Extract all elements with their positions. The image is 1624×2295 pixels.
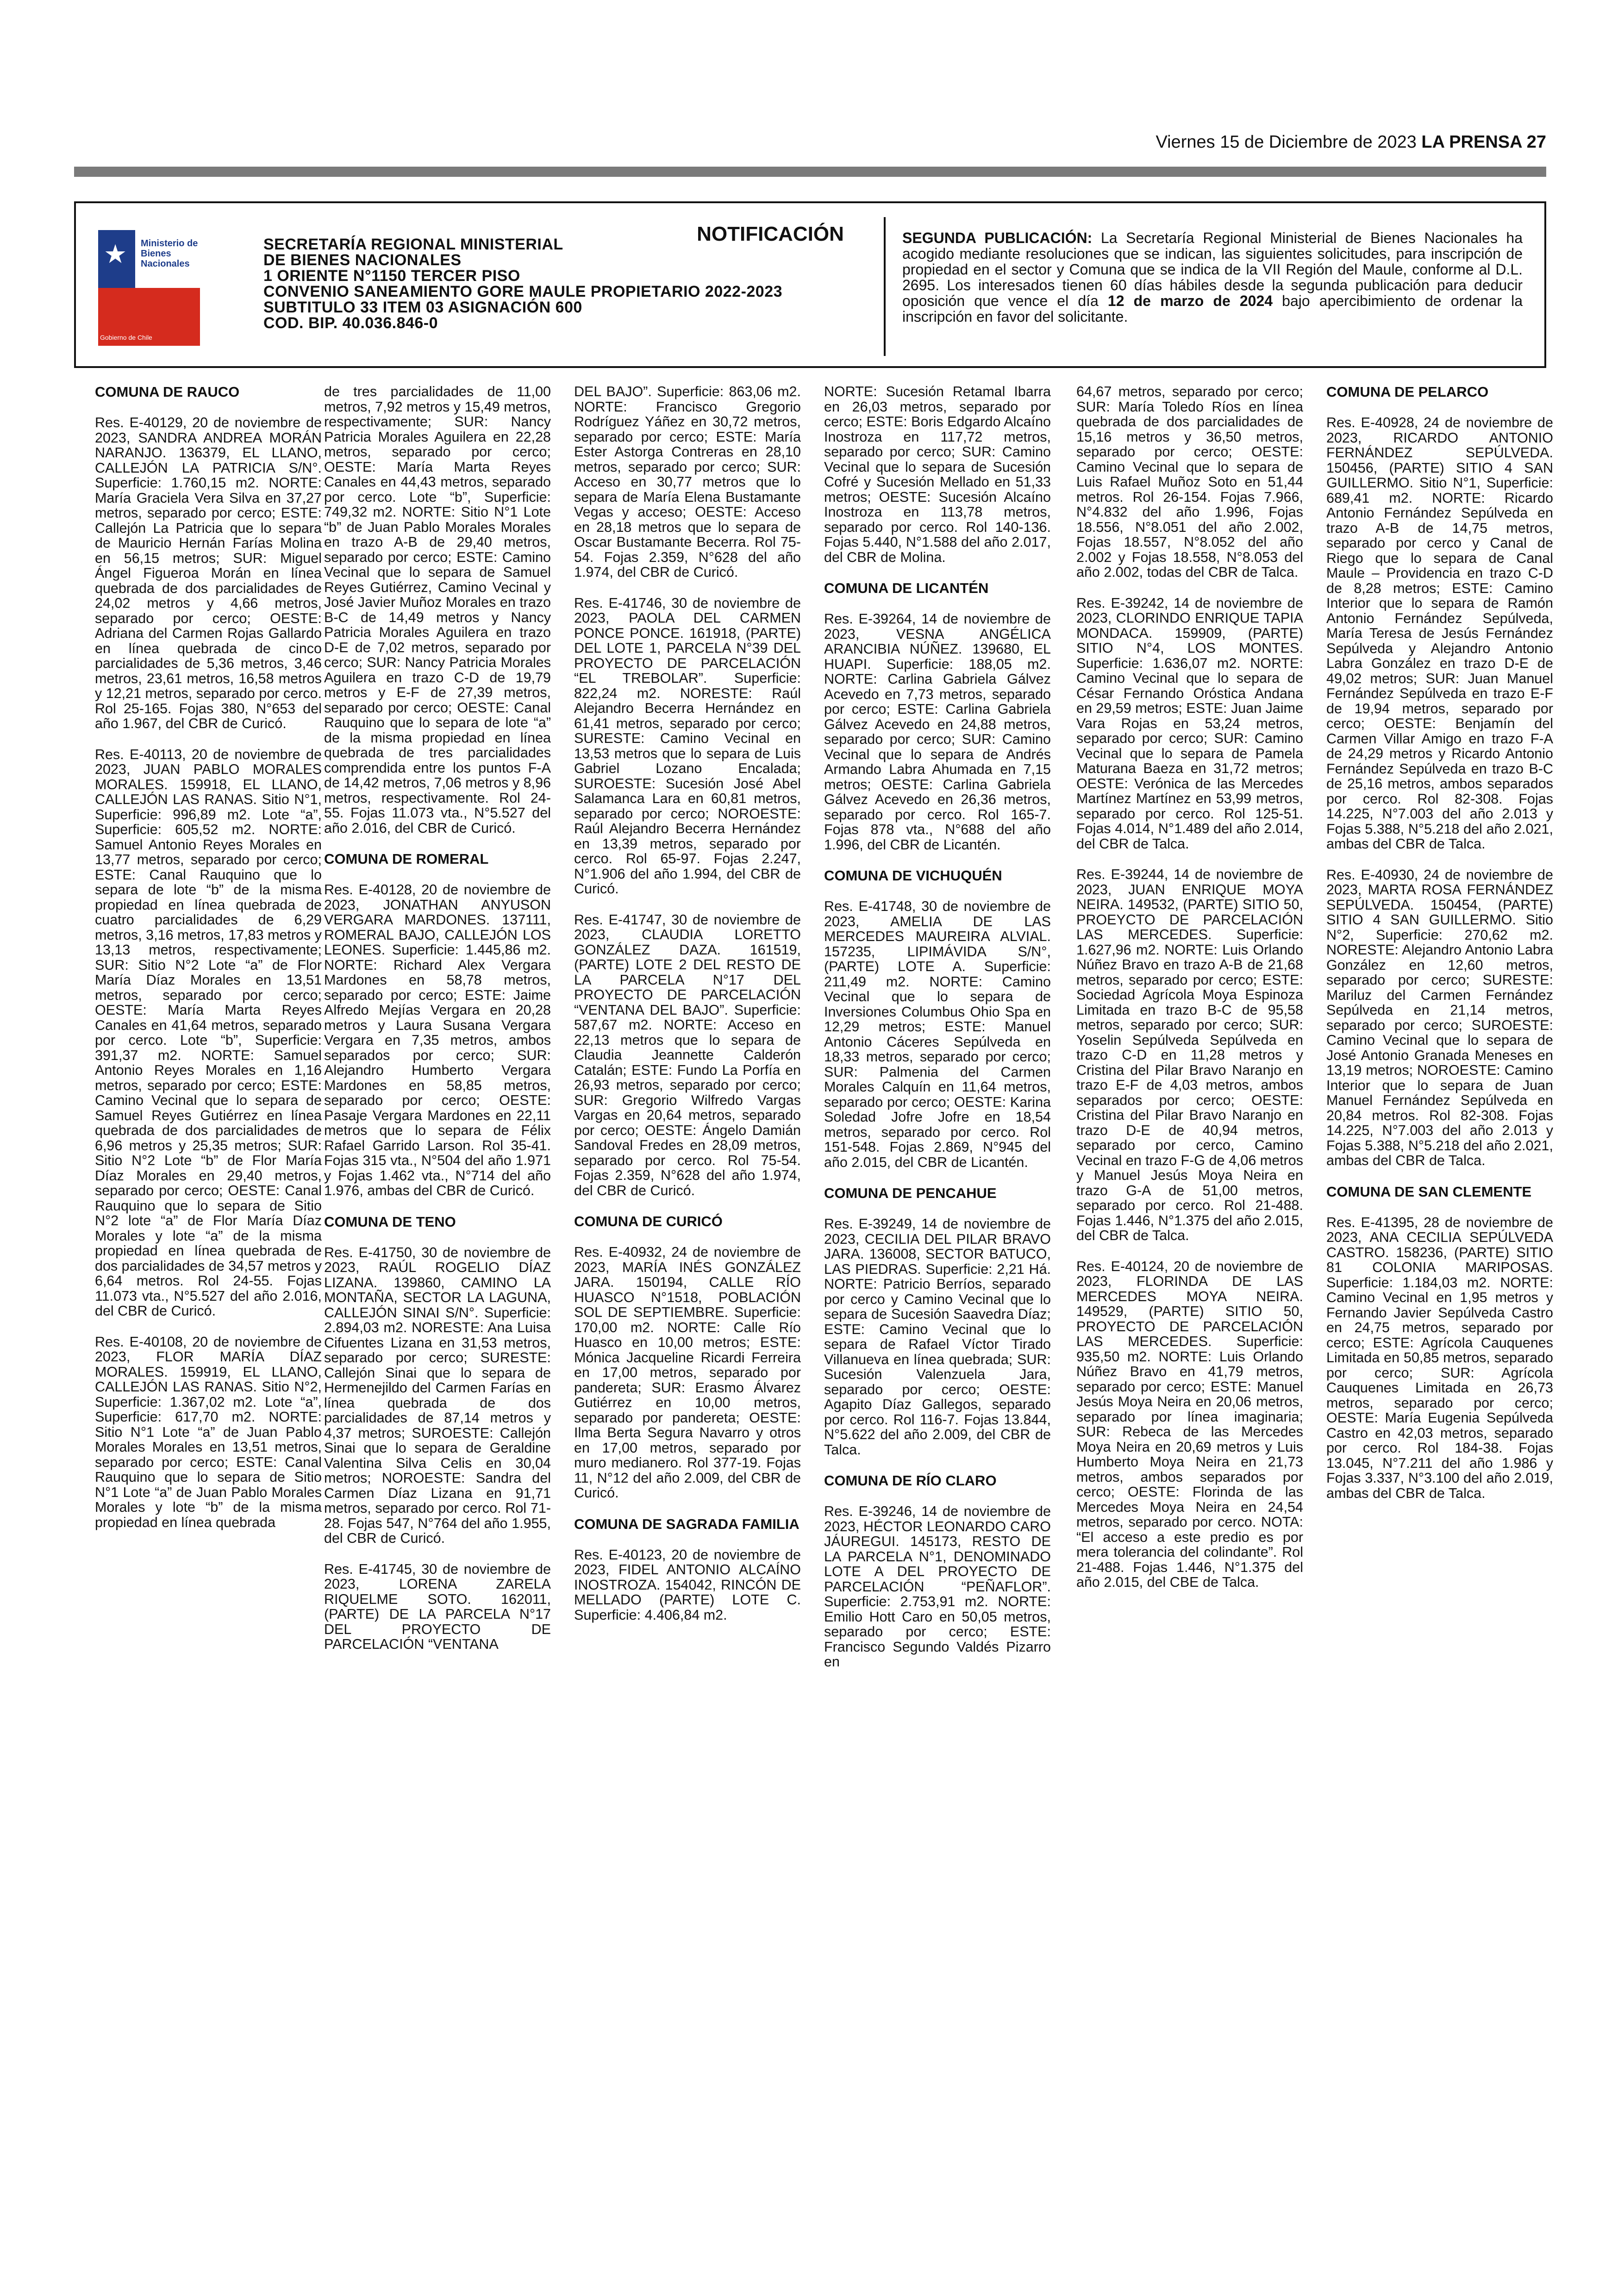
resolution-entry: DEL BAJO”. Superficie: 863,06 m2. NORTE: Francisco Gregorio Rodríguez Yáñez en 30,72 metros, separado por cerco; ESTE: María Ester Astorga Contreras en 28,10 metros, separado por cerco; SUR: Acceso en 30,77 metros que lo separa de María Elena Bustamante Vegas y acceso; OESTE: Acceso en 28,18 metros que lo separa de Oscar Bustamante Becerra. Rol 75-54. Fojas 2.359, N°628 del año 1.974, del CBR de Curicó. bbox=[574, 384, 801, 580]
resolution-entry: Res. E-41747, 30 de noviembre de 2023, CLAUDIA LORETTO GONZÁLEZ DAZA. 161519, (PARTE) LOTE 2 DEL RESTO DE LA PARCELA N°17 DEL PROYECTO DE PARCELACIÓN “VENTANA DEL BAJO”. Superficie: 587,67 m2. NORTE: Acceso en 22,13 metros que lo separa de Claudia Jeannette Calderón Catalán; ESTE: Fundo La Porfía en 26,93 metros, separado por cerco; SUR: Gregorio Wilfredo Vargas Vargas en 20,64 metros, separado por cerco; OESTE: Ángelo Damián Sandoval Fredes en 28,09 metros, separado por cerco. Rol 75-54. Fojas 2.359, N°628 del año 1.974, del CBR de Curicó. bbox=[574, 911, 801, 1198]
column-2 bbox=[324, 384, 551, 1668]
notice-intro bbox=[902, 230, 1523, 324]
resolution-entry: Res. E-39242, 14 de noviembre de 2023, CLORINDO ENRIQUE TAPIA MONDACA. 159909, (PARTE) SITIO N°4, LOS MONTES. Superficie: 1.636,07 m2. NORTE: Camino Vecinal que lo separa de César Fernando Oróstica Andana en 29,59 metros; ESTE: Juan Jaime Vara Rojas en 53,24 metros, separado por cerco; SUR: Camino Vecinal que lo separa de Pamela Maturana Baeza en 31,72 metros; OESTE: Verónica de las Mercedes Martínez Martínez en 53,99 metros, separado por cerco. Rol 125-51. Fojas 4.014, N°1.489 del año 2.014, del CBR de Talca. bbox=[1076, 595, 1303, 852]
top-rule bbox=[74, 167, 1546, 177]
section-heading: COMUNA DE PELARCO bbox=[1326, 384, 1489, 400]
resolution-entry: Res. E-40930, 24 de noviembre de 2023, MARTA ROSA FERNÁNDEZ SEPÚLVEDA. 150454, (PARTE) SITIO 4 SAN GUILLERMO. Sitio N°2, Superficie: 270,62 m2. NORESTE: Alejandro Antonio Labra González en 12,60 metros, separado por cerco; SURESTE: Mariluz del Carmen Fernández Sepúlveda en 21,14 metros, separado por cerco; SUROESTE: Camino Vecinal que lo separa de José Antonio Granada Meneses en 13,19 metros; NOROESTE: Camino Interior que lo separa de Juan Manuel Fernández Sepúlveda en 20,84 metros. Rol 82-308. Fojas 14.225, N°7.003 del año 2.013 y Fojas 5.388, N°5.218 del año 2.021, ambas del CBR de Talca. bbox=[1326, 867, 1553, 1168]
section-heading: COMUNA DE SAN CLEMENTE bbox=[1326, 1183, 1532, 1200]
section-heading: COMUNA DE ROMERAL bbox=[324, 851, 489, 867]
resolution-entry: Res. E-40932, 24 de noviembre de 2023, MARÍA INÉS GONZÁLEZ JARA. 150194, CALLE RÍO HUASCO N°1518, POBLACIÓN SOL DE SEPTIEMBRE. Superficie: 170,00 m2. NORTE: Calle Río Huasco en 10,00 metros; ESTE: Mónica Jacqueline Ricardi Ferreira en 17,00 metros, separado por pandereta; SUR: Erasmo Álvarez Gutiérrez en 10,00 metros, separado por pandereta; OESTE: Ilma Berta Segura Navarro y otros en 17,00 metros, separado por muro medianero. Rol 377-19. Fojas 11, N°12 del año 2.009, del CBR de Curicó. bbox=[574, 1244, 801, 1501]
resolution-entry: Res. E-39246, 14 de noviembre de 2023, HÉCTOR LEONARDO CARO JÁUREGUI. 145173, RESTO DE LA PARCELA N°1, DENOMINADO LOTE A DEL PROYECTO DE PARCELACIÓN “PEÑAFLOR”. Superficie: 2.753,91 m2. NORTE: Emilio Hott Caro en 50,05 metros, separado por cerco; ESTE: Francisco Segundo Valdés Pizarro en bbox=[824, 1503, 1051, 1670]
resolution-entry: Res. E-41750, 30 de noviembre de 2023, RAÚL ROGELIO DÍAZ LIZANA. 139860, CAMINO LA MONTAÑA, SECTOR LA LAGUNA, CALLEJÓN SINAI S/N°. Superficie: 2.894,03 m2. NORESTE: Ana Luisa Cifuentes Lizana en 31,53 metros, separado por cerco; SURESTE: Callejón Sinai que lo separa de Hermenejildo del Carmen Farías en línea quebrada de dos parcialidades de 87,14 metros y 4,37 metros; SUROESTE: Callejón Sinai que lo separa de Geraldine Valentina Silva Celis en 30,04 metros; NOROESTE: Sandra del Carmen Díaz Lizana en 91,71 metros, separado por cerco. Rol 71-28. Fojas 547, N°764 del año 1.955, del CBR de Curicó. bbox=[324, 1244, 551, 1546]
section-heading: COMUNA DE LICANTÉN bbox=[824, 580, 989, 596]
logo-text: Ministerio de Bienes Nacionales bbox=[141, 238, 198, 269]
resolution-entry: Res. E-41746, 30 de noviembre de 2023, PAOLA DEL CARMEN PONCE PONCE. 161918, (PARTE) DEL LOTE 1, PARCELA N°39 DEL PROYECTO DE PARCELACIÓN “EL TREBOLAR”. Superficie: 822,24 m2. NORESTE: Raúl Alejandro Becerra Hernández en 61,41 metros, separado por cerco; SURESTE: Camino Vecinal en 13,53 metros que lo separa de Luis Gabriel Lozano Encalada; SUROESTE: Sucesión José Abel Salamanca Lara en 60,81 metros, separado por cerco; NOROESTE: Raúl Alejandro Becerra Hernández en 13,39 metros, separado por cerco. Rol 65-97. Fojas 2.247, N°1.906 del año 1.994, del CBR de Curicó. bbox=[574, 595, 801, 897]
resolution-entry: Res. E-40123, 20 de noviembre de 2023, FIDEL ANTONIO ALCAÍNO INOSTROZA. 154042, RINCÓN DE MELLADO (PARTE) LOTE C. Superficie: 4.406,84 m2. bbox=[574, 1547, 801, 1623]
notice-lead: SEGUNDA PUBLICACIÓN: bbox=[902, 230, 1093, 246]
deadline-date: 12 de marzo de 2024 bbox=[1107, 293, 1273, 309]
notice-header bbox=[74, 201, 1546, 368]
resolution-entry: Res. E-41748, 30 de noviembre de 2023, AMELIA DE LAS MERCEDES MAUREIRA ALVIAL. 157235, LIPIMÁVIDA S/N°, (PARTE) LOTE A. Superficie: 211,49 m2. NORTE: Camino Vecinal que lo separa de Inversiones Columbus Ohio Spa en 12,29 metros; ESTE: Manuel Antonio Cáceres Sepúlveda en 18,33 metros, separado por cerco; SUR: Palmenia del Carmen Morales Calquín en 11,64 metros, separado por cerco; OESTE: Karina Soledad Jofre Jofre en 18,54 metros, separado por cerco. Rol 151-548. Fojas 2.869, N°945 del año 2.015, del CBR de Licantén. bbox=[824, 898, 1051, 1170]
section-heading: COMUNA DE TENO bbox=[324, 1213, 456, 1230]
column-5 bbox=[1076, 384, 1303, 1606]
publication-page: LA PRENSA 27 bbox=[1421, 132, 1546, 152]
header-divider bbox=[884, 217, 886, 356]
section-heading: COMUNA DE VICHUQUÉN bbox=[824, 867, 1002, 884]
column-6 bbox=[1326, 384, 1553, 1516]
resolution-entry: Res. E-39249, 14 de noviembre de 2023, CECILIA DEL PILAR BRAVO JARA. 136008, SECTOR BATUCO, LAS PIEDRAS. Superficie: 2,21 Há. NORTE: Patricio Berríos, separado por cerco y Camino Vecinal que lo separa de Sucesión Saavedra Díaz; ESTE: Camino Vecinal que lo separa de Rafael Víctor Tirado Villanueva en línea quebrada; SUR: Sucesión Valenzuela Jara, separado por cerco; OESTE: Agapito Díaz Gallegos, separado por cerco. Rol 116-7. Fojas 13.844, N°5.622 del año 2.009, del CBR de Talca. bbox=[824, 1216, 1051, 1458]
resolution-entry: Res. E-41745, 30 de noviembre de 2023, LORENA ZARELA RIQUELME SOTO. 162011, (PARTE) DE LA PARCELA N°17 DEL PROYECTO DE PARCELACIÓN “VENTANA bbox=[324, 1561, 551, 1652]
notice-title: NOTIFICACIÓN bbox=[697, 223, 844, 245]
notice-columns bbox=[74, 384, 1553, 2264]
resolution-entry: Res. E-41395, 28 de noviembre de 2023, ANA CECILIA SEPÚLVEDA CASTRO. 158236, (PARTE) SITIO 81 COLONIA MARIPOSAS. Superficie: 1.184,03 m2. NORTE: Camino Vecinal en 1,95 metros y Fernando Javier Sepúlveda Castro en 24,75 metros, separado por cerco; ESTE: Agrícola Cauquenes Limitada en 50,85 metros, separado por cerco; SUR: Agrícola Cauquenes Limitada en 26,73 metros, separado por cerco; OESTE: María Eugenia Sepúlveda Castro en 42,03 metros, separado por cerco. Rol 184-38. Fojas 13.045, N°7.211 del año 1.986 y Fojas 3.337, N°3.100 del año 2.019, ambas del CBR de Talca. bbox=[1326, 1214, 1553, 1501]
resolution-entry: Res. E-40128, 20 de noviembre de 2023, JONATHAN ANYUSON VERGARA MARDONES. 137111, ROMERAL BAJO, CALLEJÓN LOS LEONES. Superficie: 1.445,86 m2. NORTE: Richard Alex Vergara Mardones en 58,78 metros, separado por cerco; ESTE: Jaime Alfredo Mejías Vergara en 20,28 metros y Laura Susana Vergara Vergara en 7,35 metros, ambos separados por cerco; SUR: Alejandro Humberto Vergara Mardones en 58,85 metros, separado por cerco; OESTE: Pasaje Vergara Mardones en 22,11 metros que lo separa de Félix Rafael Garrido Larson. Rol 35-41. Fojas 315 vta., N°504 del año 1.971 y Fojas 1.462 vta., N°714 del año 1.976, ambas del CBR de Curicó. bbox=[324, 882, 551, 1198]
org-line: COD. BIP. 40.036.846-0 bbox=[263, 314, 438, 332]
resolution-entry: Res. E-39244, 14 de noviembre de 2023, JUAN ENRIQUE MOYA NEIRA. 149532, (PARTE) SITIO 50, PROEYCTO DE PARCELACIÓN LAS MERCEDES. Superficie: 1.627,96 m2. NORTE: Luis Orlando Núñez Bravo en trazo A-B de 21,68 metros, separado por cerco; ESTE: Sociedad Agrícola Moya Espinoza Limitada en trazo B-C de 95,58 metros, separado por cerco; SUR: Yoselin Sepúlveda Sepúlveda en trazo C-D en 11,28 metros y Cristina del Pilar Bravo Naranjo en trazo E-F de 4,03 metros, ambos separados por cerco; OESTE: Cristina del Pilar Bravo Naranjo en trazo D-E de 40,94 metros, separado por cerco, Camino Vecinal en trazo F-G de 4,06 metros y Manuel Jesús Moya Neira en trazo G-A de 51,00 metros, separado por cerco. Rol 21-488. Fojas 1.446, N°1.375 del año 2.015, del CBR de Talca. bbox=[1076, 867, 1303, 1243]
notice-body: La Secretaría Regional Ministerial de Bienes Nacionales ha acogido mediante resoluciones que se indican, las siguientes solicitudes, para inscripción de propiedad en el sector y Comuna que se indica de la VII Región del Maule, conforme al D.L. 2695. Los interesados tienen 60 días hábiles desde la segunda publicación para deducir oposición que vence el día bbox=[902, 230, 1523, 309]
ministry-address bbox=[263, 237, 912, 331]
org-line: DE BIENES NACIONALES bbox=[263, 251, 462, 269]
resolution-entry: de tres parcialidades de 11,00 metros, 7,92 metros y 15,49 metros, respectivamente; SUR: Nancy Patricia Morales Aguilera en 22,28 metros, separado por cerco; OESTE: María Marta Reyes Canales en 44,43 metros, separado por cerco. Lote “b”, Superficie: 749,32 m2. NORTE: Sitio N°1 Lote “b” de Juan Pablo Morales Morales en trazo A-B de 29,40 metros, separado por cerco; ESTE: Camino Vecinal que lo separa de Samuel Reyes Gutiérrez, Camino Vecinal y José Javier Muñoz Morales en trazo B-C de 14,49 metros y Nancy Patricia Morales Aguilera en trazo D-E de 7,02 metros, separado por cerco; SUR: Nancy Patricia Morales Aguilera en trazo C-D de 19,79 metros y E-F de 27,39 metros, separado por cerco; OESTE: Canal Rauquino que lo separa de lote “a” de la misma propiedad en línea quebrada de tres parcialidades comprendida entre los puntos F-A de 14,42 metros, 7,06 metros y 8,96 metros, respectivamente. Rol 24-55. Fojas 11.073 vta., N°5.527 del año 2.016, del CBR de Curicó. bbox=[324, 384, 551, 836]
resolution-entry: Res. E-39264, 14 de noviembre de 2023, VESNA ANGÉLICA ARANCIBIA NÚÑEZ. 139680, EL HUAPI. Superficie: 188,05 m2. NORTE: Carlina Gabriela Gálvez Acevedo en 7,73 metros, separado por cerco; ESTE: Carlina Gabriela Gálvez Acevedo en 24,88 metros, separado por cerco; SUR: Camino Vecinal que lo separa de Andrés Armando Labra Ahumada en 7,15 metros; OESTE: Carlina Gabriela Gálvez Acevedo en 26,36 metros, separado por cerco. Rol 165-7. Fojas 878 vta., N°688 del año 1.996, del CBR de Licantén. bbox=[824, 611, 1051, 853]
section-heading: COMUNA DE RÍO CLARO bbox=[824, 1472, 997, 1489]
section-heading: COMUNA DE PENCAHUE bbox=[824, 1185, 997, 1201]
resolution-entry: Res. E-40124, 20 de noviembre de 2023, FLORINDA DE LAS MERCEDES MOYA NEIRA. 149529, (PARTE) SITIO 50, PROYECTO DE PARCELACIÓN LAS MERCEDES. Superficie: 935,50 m2. NORTE: Luis Orlando Núñez Bravo en 41,79 metros, separado por cerco; ESTE: Manuel Jesús Moya Neira en 20,06 metros, separado por línea imaginaria; SUR: Rebeca de las Mercedes Moya Neira en 20,69 metros y Luis Humberto Moya Neira en 21,73 metros, ambos separados por cerco; OESTE: Florinda de las Mercedes Moya Neira en 24,54 metros, separado por cerco. NOTA: “El acceso a este predio es por mera tolerancia del colindante”. Rol 21-488. Fojas 1.446, N°1.375 del año 2.015, del CBE de Talca. bbox=[1076, 1258, 1303, 1590]
resolution-entry: NORTE: Sucesión Retamal Ibarra en 26,03 metros, separado por cerco; ESTE: Boris Edgardo Alcaíno Inostroza en 117,72 metros, separado por cerco; SUR: Camino Vecinal que lo separa de Sucesión Cofré y Sucesión Mellado en 51,33 metros; OESTE: Sucesión Alcaíno Inostroza en 113,78 metros, separado por cerco. Rol 140-136. Fojas 5.440, N°1.588 del año 2.017, del CBR de Molina. bbox=[824, 384, 1051, 565]
org-line: 1 ORIENTE N°1150 TERCER PISO bbox=[263, 267, 520, 285]
resolution-entry: Res. E-40108, 20 de noviembre de 2023, FLOR MARÍA DÍAZ MORALES. 159919, EL LLANO, CALLEJÓN LAS RANAS. Sitio N°2, Superficie: 1.367,02 m2. Lote “a”, Superficie: 617,70 m2. NORTE: Sitio N°1 Lote “a” de Juan Pablo Morales Morales en 13,51 metros, separado por cerco; ESTE: Canal Rauquino que lo separa de Sitio N°1 Lote “a” de Juan Pablo Morales Morales y lote “b” de la misma propiedad en línea quebrada bbox=[95, 1334, 322, 1530]
section-heading: COMUNA DE RAUCO bbox=[95, 384, 240, 400]
notice-body-end: bajo apercibimiento de ordenar la inscripción en favor del solicitante. bbox=[902, 293, 1523, 325]
column-3 bbox=[574, 384, 801, 1638]
ministry-logo bbox=[98, 230, 200, 346]
section-heading: COMUNA DE CURICÓ bbox=[574, 1213, 723, 1229]
org-line: SECRETARÍA REGIONAL MINISTERIAL bbox=[263, 236, 563, 253]
running-head bbox=[1111, 132, 1546, 152]
issue-date: Viernes 15 de Diciembre de 2023 bbox=[1156, 132, 1417, 152]
column-4 bbox=[824, 384, 1051, 1685]
section-heading: COMUNA DE SAGRADA FAMILIA bbox=[574, 1515, 800, 1532]
column-1 bbox=[95, 384, 322, 1546]
logo-subtext: Gobierno de Chile bbox=[100, 334, 152, 341]
resolution-entry: Res. E-40129, 20 de noviembre de 2023, SANDRA ANDREA MORÁN NARANJO. 136379, EL LLANO, CALLEJÓN LA PATRICIA S/N°. Superficie: 1.760,15 m2. NORTE: María Graciela Vera Silva en 37,27 metros, separado por cerco; ESTE: Callejón La Patricia que lo separa de Mauricio Hernán Farías Molina en 56,15 metros; SUR: Miguel Ángel Figueroa Morán en línea quebrada de dos parcialidades de 24,02 metros y 4,66 metros, separado por cerco; OESTE: Adriana del Carmen Rojas Gallardo en línea quebrada de cinco parcialidades de 5,36 metros, 3,46 metros, 23,61 metros, 16,58 metros y 12,21 metros, separado por cerco. Rol 25-165. Fojas 380, N°653 del año 1.967, del CBR de Curicó. bbox=[95, 415, 322, 731]
resolution-entry: Res. E-40928, 24 de noviembre de 2023, RICARDO ANTONIO FERNÁNDEZ SEPÚLVEDA. 150456, (PARTE) SITIO 4 SAN GUILLERMO. Sitio N°1, Superficie: 689,41 m2. NORTE: Ricardo Antonio Fernández Sepúlveda en trazo A-B de 14,75 metros, separado por cerco y Canal de Riego que lo separa de Canal Maule – Providencia en trazo C-D de 8,28 metros; ESTE: Camino Interior que lo separa de Ramón Antonio Fernández Sepúlveda, María Teresa de Jesús Fernández Sepúlveda y Alejandro Antonio Labra González en trazo D-E de 49,02 metros; SUR: Juan Manuel Fernández Sepúlveda en trazo E-F de 19,94 metros, separado por cerco; OESTE: Benjamín del Carmen Villar Amigo en trazo F-A de 24,29 metros y Ricardo Antonio Fernández Sepúlveda en trazo B-C de 25,16 metros, ambos separados por cerco. Rol 82-308. Fojas 14.225, N°7.003 del año 2.013 y Fojas 5.388, N°5.218 del año 2.021, ambas del CBR de Talca. bbox=[1326, 415, 1553, 852]
resolution-entry: Res. E-40113, 20 de noviembre de 2023, JUAN PABLO MORALES MORALES. 159918, EL LLANO, CALLEJÓN LAS RANAS. Sitio N°1, Superficie: 996,89 m2. Lote “a”, Superficie: 605,52 m2. NORTE: Samuel Antonio Reyes Morales en 13,77 metros, separado por cerco; ESTE: Canal Rauquino que lo separa de lote “b” de la misma propiedad en línea quebrada de cuatro parcialidades de 6,29 metros, 3,16 metros, 17,83 metros y 13,13 metros, respectivamente; SUR: Sitio N°2 Lote “a” de Flor María Díaz Morales en 13,51 metros, separado por cerco; OESTE: María Marta Reyes Canales en 41,64 metros, separado por cerco. Lote “b”, Superficie: 391,37 m2. NORTE: Samuel Antonio Reyes Morales en 1,16 metros, separado por cerco; ESTE: Camino Vecinal que lo separa de Samuel Reyes Gutiérrez en línea quebrada de dos parcialidades de 6,96 metros y 25,35 metros; SUR: Sitio N°2 Lote “b” de Flor María Díaz Morales en 29,40 metros, separado por cerco; OESTE: Canal Rauquino que lo separa de Sitio N°2 lote “a” de Flor María Díaz Morales y lote “a” de la misma propiedad en línea quebrada de dos parcialidades de 34,57 metros y 6,64 metros. Rol 24-55. Fojas 11.073 vta., N°5.527 del año 2.016, del CBR de Curicó. bbox=[95, 746, 322, 1319]
resolution-entry: 64,67 metros, separado por cerco; SUR: María Toledo Ríos en línea quebrada de dos parcialidades de 15,16 metros y 36,50 metros, separado por cerco; OESTE: Camino Vecinal que lo separa de Luis Rafael Muñoz Soto en 51,44 metros. Rol 26-154. Fojas 7.966, N°4.832 del año 1.996, Fojas 18.556, N°8.051 del año 2.002, Fojas 18.557, N°8.052 del año 2.002 y Fojas 18.558, N°8.053 del año 2.002, todas del CBR de Talca. bbox=[1076, 384, 1303, 580]
org-line: SUBTITULO 33 ITEM 03 ASIGNACIÓN 600 bbox=[263, 299, 582, 316]
star-icon: ★ bbox=[104, 239, 127, 268]
org-line: CONVENIO SANEAMIENTO GORE MAULE PROPIETARIO 2022-2023 bbox=[263, 283, 783, 300]
